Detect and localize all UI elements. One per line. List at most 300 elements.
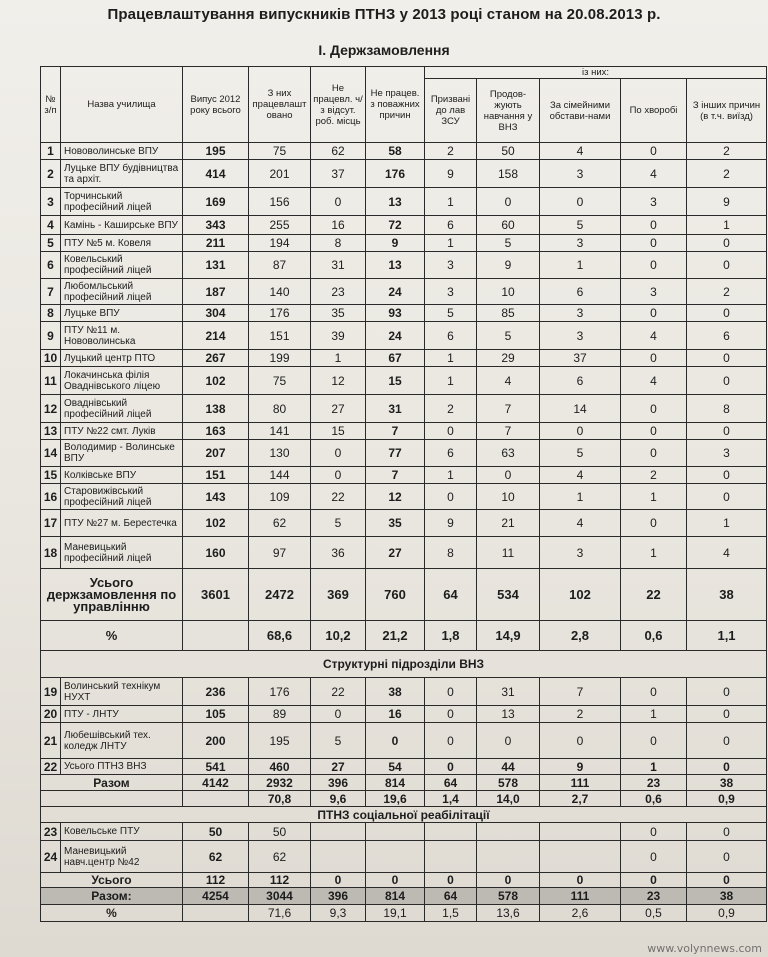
value-cell: 62 xyxy=(183,841,249,873)
value-cell: 35 xyxy=(311,305,366,322)
value-cell: 0 xyxy=(621,143,687,160)
value-cell: 3 xyxy=(621,279,687,305)
value-cell: 541 xyxy=(183,759,249,775)
value-cell: 460 xyxy=(249,759,311,775)
value-cell: 9 xyxy=(425,510,477,537)
table-row xyxy=(41,841,767,873)
header-no: № з/п xyxy=(41,67,61,143)
value-cell xyxy=(311,841,366,873)
value-cell: 102 xyxy=(183,510,249,537)
value-cell: 102 xyxy=(540,569,621,621)
value-cell: 14,9 xyxy=(477,621,540,651)
value-cell: 0 xyxy=(540,423,621,440)
value-cell: 63 xyxy=(477,440,540,467)
section-row xyxy=(41,807,767,823)
section-title-structural: Структурні підрозділи ВНЗ xyxy=(41,651,767,678)
value-cell: 0 xyxy=(621,216,687,235)
value-cell: 22 xyxy=(311,678,366,706)
value-cell: 75 xyxy=(249,143,311,160)
value-cell: 4 xyxy=(621,160,687,188)
header-name: Назва училища xyxy=(61,67,183,143)
value-cell: 39 xyxy=(311,322,366,350)
row-number: 20 xyxy=(41,706,61,723)
value-cell: 2,8 xyxy=(540,621,621,651)
school-name: Маневицький професійний ліцей xyxy=(61,537,183,569)
table-row xyxy=(41,279,767,305)
table-row xyxy=(41,484,767,510)
value-cell: 60 xyxy=(477,216,540,235)
value-cell: 31 xyxy=(311,252,366,279)
table-row xyxy=(41,823,767,841)
value-cell xyxy=(183,791,249,807)
row-number: 5 xyxy=(41,235,61,252)
value-cell: 8 xyxy=(425,537,477,569)
value-cell: 0 xyxy=(621,823,687,841)
school-name: Локачинська філія Оваднівського ліцею xyxy=(61,367,183,395)
value-cell: 12 xyxy=(366,484,425,510)
value-cell: 2 xyxy=(425,395,477,423)
value-cell: 267 xyxy=(183,350,249,367)
value-cell: 0 xyxy=(687,723,767,759)
value-cell: 70,8 xyxy=(249,791,311,807)
value-cell: 54 xyxy=(366,759,425,775)
value-cell: 9,3 xyxy=(311,905,366,922)
value-cell: 3 xyxy=(687,440,767,467)
value-cell: 4 xyxy=(621,322,687,350)
row-label: % xyxy=(41,905,183,922)
school-name: Старовижівський професійний ліцей xyxy=(61,484,183,510)
value-cell: 7 xyxy=(366,467,425,484)
value-cell: 0 xyxy=(621,395,687,423)
value-cell: 0 xyxy=(687,484,767,510)
value-cell: 0 xyxy=(687,873,767,888)
value-cell: 2 xyxy=(621,467,687,484)
value-cell: 0 xyxy=(687,350,767,367)
row-number: 1 xyxy=(41,143,61,160)
value-cell: 0 xyxy=(621,678,687,706)
value-cell: 87 xyxy=(249,252,311,279)
value-cell: 1,8 xyxy=(425,621,477,651)
value-cell: 143 xyxy=(183,484,249,510)
row-number: 4 xyxy=(41,216,61,235)
value-cell: 0 xyxy=(425,759,477,775)
value-cell: 1 xyxy=(425,467,477,484)
value-cell xyxy=(366,823,425,841)
value-cell: 0 xyxy=(477,873,540,888)
table-row xyxy=(41,905,767,922)
table-row xyxy=(41,395,767,423)
value-cell: 0 xyxy=(425,423,477,440)
value-cell: 138 xyxy=(183,395,249,423)
value-cell: 5 xyxy=(477,235,540,252)
value-cell: 3 xyxy=(540,160,621,188)
value-cell: 89 xyxy=(249,706,311,723)
school-name: ПТУ №5 м. Ковеля xyxy=(61,235,183,252)
value-cell: 0 xyxy=(687,235,767,252)
value-cell: 304 xyxy=(183,305,249,322)
table-row xyxy=(41,888,767,905)
value-cell: 1,5 xyxy=(425,905,477,922)
value-cell: 396 xyxy=(311,775,366,791)
value-cell: 0 xyxy=(425,484,477,510)
value-cell: 13 xyxy=(366,188,425,216)
value-cell: 85 xyxy=(477,305,540,322)
value-cell: 22 xyxy=(621,569,687,621)
school-name: Маневицький навч.центр №42 xyxy=(61,841,183,873)
header-vypusk: Випус 2012 року всього xyxy=(183,67,249,143)
header-inshi: З інших причин (в т.ч. виїзд) xyxy=(687,79,767,143)
value-cell: 80 xyxy=(249,395,311,423)
school-name: ПТУ - ЛНТУ xyxy=(61,706,183,723)
value-cell: 13,6 xyxy=(477,905,540,922)
document-title: Працевлаштування випускників ПТНЗ у 2013 році станом на 20.08.2013 р. xyxy=(107,6,661,23)
value-cell: 0 xyxy=(687,305,767,322)
value-cell: 0 xyxy=(540,188,621,216)
value-cell: 5 xyxy=(540,440,621,467)
value-cell xyxy=(311,823,366,841)
value-cell: 4 xyxy=(540,510,621,537)
header-iz-nyh: із них: xyxy=(425,67,767,79)
value-cell xyxy=(540,823,621,841)
value-cell: 10 xyxy=(477,484,540,510)
value-cell: 578 xyxy=(477,775,540,791)
value-cell: 27 xyxy=(366,537,425,569)
table-row xyxy=(41,775,767,791)
value-cell: 0 xyxy=(425,873,477,888)
section-title-rehab: ПТНЗ соціальної реабілітації xyxy=(41,807,767,823)
value-cell: 1 xyxy=(540,252,621,279)
value-cell: 0 xyxy=(477,188,540,216)
value-cell: 130 xyxy=(249,440,311,467)
value-cell: 7 xyxy=(477,423,540,440)
table-row xyxy=(41,423,767,440)
value-cell: 0 xyxy=(687,759,767,775)
table-row xyxy=(41,621,767,651)
value-cell: 24 xyxy=(366,322,425,350)
value-cell: 3 xyxy=(540,322,621,350)
value-cell: 97 xyxy=(249,537,311,569)
value-cell xyxy=(183,621,249,651)
value-cell: 0,6 xyxy=(621,621,687,651)
table-row xyxy=(41,350,767,367)
value-cell: 102 xyxy=(183,367,249,395)
value-cell: 0 xyxy=(621,873,687,888)
value-cell xyxy=(366,841,425,873)
table-body xyxy=(41,143,767,922)
row-number: 18 xyxy=(41,537,61,569)
table-row xyxy=(41,791,767,807)
row-number: 17 xyxy=(41,510,61,537)
value-cell: 111 xyxy=(540,888,621,905)
table-row xyxy=(41,235,767,252)
table-row xyxy=(41,216,767,235)
value-cell: 0 xyxy=(687,678,767,706)
value-cell: 68,6 xyxy=(249,621,311,651)
value-cell: 64 xyxy=(425,775,477,791)
row-number: 2 xyxy=(41,160,61,188)
value-cell: 8 xyxy=(687,395,767,423)
section-title-state-order: І. Держзамовлення xyxy=(318,42,450,58)
value-cell: 0 xyxy=(621,510,687,537)
value-cell: 0 xyxy=(621,305,687,322)
section-row xyxy=(41,651,767,678)
value-cell: 4 xyxy=(621,367,687,395)
school-name: Колківське ВПУ xyxy=(61,467,183,484)
value-cell: 24 xyxy=(366,279,425,305)
value-cell: 0 xyxy=(621,841,687,873)
value-cell: 814 xyxy=(366,888,425,905)
employment-table xyxy=(40,66,767,922)
value-cell: 201 xyxy=(249,160,311,188)
value-cell: 2472 xyxy=(249,569,311,621)
row-label: % xyxy=(41,621,183,651)
value-cell: 38 xyxy=(687,775,767,791)
row-number: 6 xyxy=(41,252,61,279)
value-cell: 50 xyxy=(249,823,311,841)
value-cell: 3601 xyxy=(183,569,249,621)
row-number: 15 xyxy=(41,467,61,484)
value-cell: 0 xyxy=(477,467,540,484)
value-cell: 0 xyxy=(621,350,687,367)
row-number: 16 xyxy=(41,484,61,510)
value-cell: 369 xyxy=(311,569,366,621)
table-row xyxy=(41,537,767,569)
value-cell: 21,2 xyxy=(366,621,425,651)
value-cell: 158 xyxy=(477,160,540,188)
school-name: Ковельське ПТУ xyxy=(61,823,183,841)
value-cell: 6 xyxy=(425,216,477,235)
value-cell: 200 xyxy=(183,723,249,759)
value-cell: 5 xyxy=(425,305,477,322)
school-name: Усього ПТНЗ ВНЗ xyxy=(61,759,183,775)
value-cell: 1 xyxy=(687,510,767,537)
value-cell: 0 xyxy=(425,723,477,759)
value-cell: 38 xyxy=(366,678,425,706)
value-cell: 214 xyxy=(183,322,249,350)
value-cell: 1 xyxy=(425,350,477,367)
value-cell: 4142 xyxy=(183,775,249,791)
value-cell: 0 xyxy=(311,188,366,216)
value-cell: 0 xyxy=(366,723,425,759)
value-cell: 1 xyxy=(621,706,687,723)
value-cell: 8 xyxy=(311,235,366,252)
school-name: Волинський технікум НУХТ xyxy=(61,678,183,706)
row-label: Разом: xyxy=(41,888,183,905)
value-cell: 6 xyxy=(425,322,477,350)
value-cell: 0,9 xyxy=(687,791,767,807)
table-row xyxy=(41,873,767,888)
value-cell: 13 xyxy=(366,252,425,279)
value-cell: 0 xyxy=(687,423,767,440)
value-cell xyxy=(183,905,249,922)
value-cell: 760 xyxy=(366,569,425,621)
table-row xyxy=(41,467,767,484)
row-label xyxy=(41,791,183,807)
value-cell: 0,6 xyxy=(621,791,687,807)
value-cell: 6 xyxy=(687,322,767,350)
value-cell: 4 xyxy=(540,467,621,484)
value-cell: 3044 xyxy=(249,888,311,905)
school-name: ПТУ №22 смт. Луків xyxy=(61,423,183,440)
value-cell: 0 xyxy=(687,706,767,723)
value-cell: 50 xyxy=(183,823,249,841)
value-cell: 93 xyxy=(366,305,425,322)
header-ne-prac: Не працевл. ч/з відсут. роб. місць xyxy=(311,67,366,143)
value-cell: 111 xyxy=(540,775,621,791)
row-number: 14 xyxy=(41,440,61,467)
value-cell: 5 xyxy=(477,322,540,350)
school-name: Торчинський професійний ліцей xyxy=(61,188,183,216)
value-cell: 414 xyxy=(183,160,249,188)
value-cell: 343 xyxy=(183,216,249,235)
value-cell: 36 xyxy=(311,537,366,569)
value-cell: 9 xyxy=(687,188,767,216)
school-name: ПТУ №27 м. Берестечка xyxy=(61,510,183,537)
value-cell: 6 xyxy=(540,279,621,305)
value-cell: 37 xyxy=(311,160,366,188)
value-cell: 0 xyxy=(425,678,477,706)
value-cell: 3 xyxy=(425,279,477,305)
value-cell: 0 xyxy=(540,723,621,759)
value-cell: 195 xyxy=(249,723,311,759)
value-cell: 176 xyxy=(249,305,311,322)
value-cell: 0 xyxy=(540,873,621,888)
value-cell: 62 xyxy=(249,510,311,537)
value-cell: 207 xyxy=(183,440,249,467)
value-cell: 3 xyxy=(621,188,687,216)
value-cell: 176 xyxy=(249,678,311,706)
school-name: Луцьке ВПУ будівництва та архіт. xyxy=(61,160,183,188)
value-cell: 169 xyxy=(183,188,249,216)
value-cell: 9 xyxy=(540,759,621,775)
value-cell: 1 xyxy=(311,350,366,367)
header-ne-prac-pov: Не працев. з поважних причин xyxy=(366,67,425,143)
table-row xyxy=(41,759,767,775)
value-cell: 23 xyxy=(621,775,687,791)
value-cell: 5 xyxy=(311,510,366,537)
row-number: 22 xyxy=(41,759,61,775)
value-cell: 140 xyxy=(249,279,311,305)
value-cell: 15 xyxy=(311,423,366,440)
value-cell: 6 xyxy=(425,440,477,467)
value-cell: 141 xyxy=(249,423,311,440)
value-cell: 9 xyxy=(366,235,425,252)
value-cell: 396 xyxy=(311,888,366,905)
row-number: 12 xyxy=(41,395,61,423)
value-cell: 62 xyxy=(249,841,311,873)
value-cell: 7 xyxy=(540,678,621,706)
value-cell: 578 xyxy=(477,888,540,905)
value-cell: 2932 xyxy=(249,775,311,791)
school-name: Любешівський тех. коледж ЛНТУ xyxy=(61,723,183,759)
value-cell xyxy=(477,823,540,841)
value-cell: 0 xyxy=(477,723,540,759)
value-cell: 10 xyxy=(477,279,540,305)
value-cell: 38 xyxy=(687,569,767,621)
table-row xyxy=(41,706,767,723)
school-name: Любомльський професійний ліцей xyxy=(61,279,183,305)
value-cell: 9 xyxy=(477,252,540,279)
value-cell: 6 xyxy=(540,367,621,395)
school-name: Луцький центр ПТО xyxy=(61,350,183,367)
value-cell: 0 xyxy=(621,423,687,440)
row-number: 11 xyxy=(41,367,61,395)
value-cell: 62 xyxy=(311,143,366,160)
school-name: ПТУ №11 м. Нововолинська xyxy=(61,322,183,350)
header-khvoroba: По хворобі xyxy=(621,79,687,143)
value-cell: 22 xyxy=(311,484,366,510)
value-cell: 176 xyxy=(366,160,425,188)
value-cell: 211 xyxy=(183,235,249,252)
value-cell: 7 xyxy=(477,395,540,423)
value-cell: 109 xyxy=(249,484,311,510)
header-prodov: Продов-жують навчання у ВНЗ xyxy=(477,79,540,143)
value-cell: 2,7 xyxy=(540,791,621,807)
value-cell: 38 xyxy=(687,888,767,905)
value-cell: 187 xyxy=(183,279,249,305)
value-cell: 0 xyxy=(687,841,767,873)
school-name: Нововолинське ВПУ xyxy=(61,143,183,160)
value-cell xyxy=(477,841,540,873)
value-cell: 4 xyxy=(687,537,767,569)
row-label: Разом xyxy=(41,775,183,791)
value-cell: 3 xyxy=(540,305,621,322)
value-cell: 151 xyxy=(183,467,249,484)
value-cell: 0 xyxy=(311,706,366,723)
table-row xyxy=(41,510,767,537)
value-cell xyxy=(425,841,477,873)
table-row xyxy=(41,678,767,706)
value-cell: 14,0 xyxy=(477,791,540,807)
school-name: Оваднівський професійний ліцей xyxy=(61,395,183,423)
value-cell: 0 xyxy=(687,367,767,395)
table-row xyxy=(41,569,767,621)
row-number: 8 xyxy=(41,305,61,322)
header-simeini: За сімейними обстави-нами xyxy=(540,79,621,143)
row-number: 10 xyxy=(41,350,61,367)
value-cell: 1 xyxy=(425,367,477,395)
value-cell: 16 xyxy=(311,216,366,235)
value-cell: 0 xyxy=(621,252,687,279)
value-cell: 199 xyxy=(249,350,311,367)
value-cell: 131 xyxy=(183,252,249,279)
row-number: 13 xyxy=(41,423,61,440)
value-cell: 9,6 xyxy=(311,791,366,807)
value-cell: 19,1 xyxy=(366,905,425,922)
value-cell: 236 xyxy=(183,678,249,706)
school-name: Володимир - Волинське ВПУ xyxy=(61,440,183,467)
value-cell: 10,2 xyxy=(311,621,366,651)
table-row xyxy=(41,143,767,160)
value-cell: 4 xyxy=(477,367,540,395)
row-label: Усього xyxy=(41,873,183,888)
value-cell: 534 xyxy=(477,569,540,621)
value-cell: 1 xyxy=(425,235,477,252)
value-cell: 23 xyxy=(311,279,366,305)
value-cell: 1,1 xyxy=(687,621,767,651)
table-row xyxy=(41,188,767,216)
value-cell: 0 xyxy=(687,252,767,279)
value-cell: 5 xyxy=(311,723,366,759)
header-zsu: Призвані до лав ЗСУ xyxy=(425,79,477,143)
table-row xyxy=(41,160,767,188)
row-number: 7 xyxy=(41,279,61,305)
value-cell: 19,6 xyxy=(366,791,425,807)
value-cell: 71,6 xyxy=(249,905,311,922)
value-cell: 21 xyxy=(477,510,540,537)
table-row xyxy=(41,305,767,322)
row-number: 19 xyxy=(41,678,61,706)
